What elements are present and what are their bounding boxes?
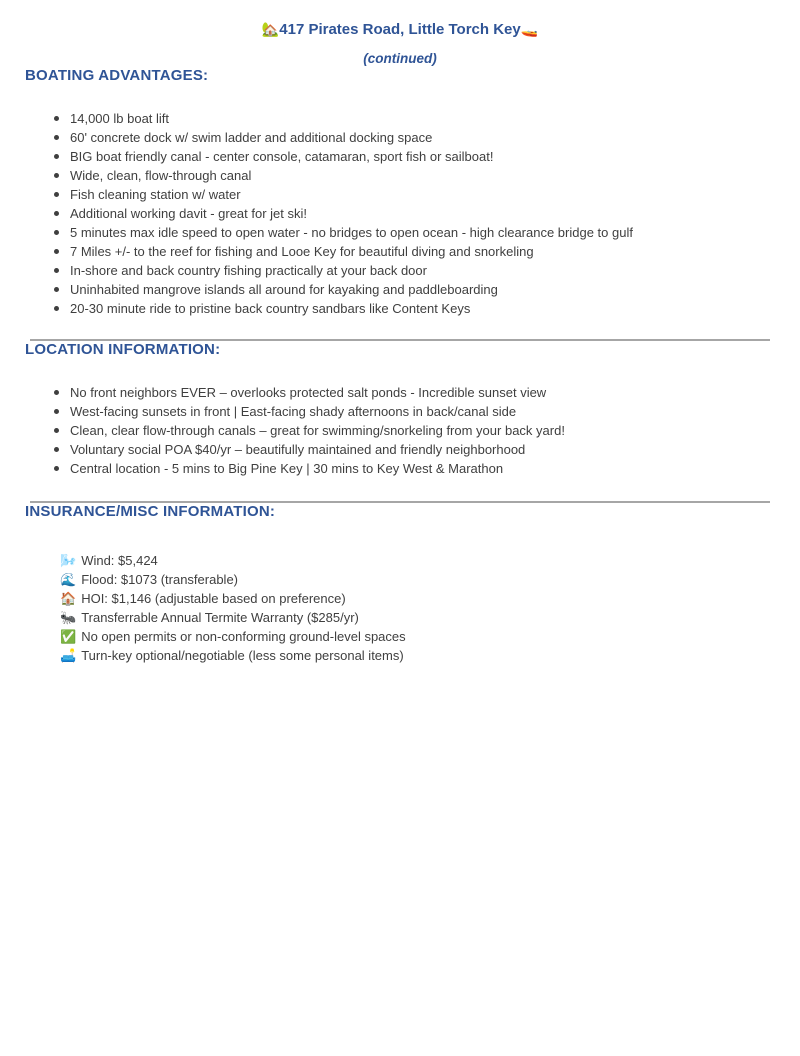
list-item-text: Transferrable Annual Termite Warranty ($285/yr): [81, 610, 359, 625]
list-item: Additional working davit - great for jet ski!: [70, 204, 760, 223]
list-item-text: Wind: $5,424: [81, 553, 158, 568]
list-item: [60, 627, 800, 646]
page-title: [0, 20, 800, 39]
list-item-text: No open permits or non-conforming ground-level spaces: [81, 629, 406, 644]
ant-icon: 🐜: [60, 610, 77, 625]
house-garden-icon: 🏡: [261, 21, 280, 37]
page-subtitle: (continued): [363, 51, 437, 66]
section-heading-boating-advantages: BOATING ADVANTAGES:: [25, 67, 209, 84]
list-item: 5 minutes max idle speed to open water - no bridges to open ocean - high clearance bridge to gulf: [70, 223, 760, 242]
list-item: Clean, clear flow-through canals – great for swimming/snorkeling from your back yard!: [70, 421, 760, 440]
check-mark-icon: ✅: [60, 629, 77, 644]
document-page: [0, 20, 800, 1056]
boating-advantages-list: [0, 109, 800, 318]
list-item-text: HOI: $1,146 (adjustable based on preference): [81, 591, 346, 606]
water-wave-icon: 🌊: [60, 572, 77, 587]
wind-icon: 🌬️: [60, 553, 77, 568]
section-heading-insurance-misc-information: INSURANCE/MISC INFORMATION:: [25, 503, 276, 520]
list-item: Uninhabited mangrove islands all around for kayaking and paddleboarding: [70, 280, 760, 299]
list-item: 20-30 minute ride to pristine back country sandbars like Content Keys: [70, 299, 760, 318]
list-item: [60, 589, 800, 608]
couch-lamp-icon: 🛋️: [60, 648, 77, 663]
list-item: In-shore and back country fishing practically at your back door: [70, 261, 760, 280]
speedboat-icon: 🚤: [520, 21, 539, 37]
list-item: No front neighbors EVER – overlooks protected salt ponds - Incredible sunset view: [70, 383, 760, 402]
location-information-list: [0, 383, 800, 478]
house-icon: 🏠: [60, 591, 77, 606]
list-item: [60, 646, 800, 665]
list-item: West-facing sunsets in front | East-facing shady afternoons in back/canal side: [70, 402, 760, 421]
list-item: Wide, clean, flow-through canal: [70, 166, 760, 185]
insurance-misc-list: [0, 551, 800, 665]
list-item: 60' concrete dock w/ swim ladder and additional docking space: [70, 128, 760, 147]
list-item: Central location - 5 mins to Big Pine Key | 30 mins to Key West & Marathon: [70, 459, 760, 478]
list-item: 7 Miles +/- to the reef for fishing and Looe Key for beautiful diving and snorkeling: [70, 242, 760, 261]
page-title-text: 417 Pirates Road, Little Torch Key: [279, 21, 521, 38]
list-item: [60, 570, 800, 589]
list-item: [60, 551, 800, 570]
list-item: BIG boat friendly canal - center console, catamaran, sport fish or sailboat!: [70, 147, 760, 166]
list-item: [60, 608, 800, 627]
list-item-text: Flood: $1073 (transferable): [81, 572, 238, 587]
section-heading-location-information: LOCATION INFORMATION:: [25, 341, 221, 358]
list-item: Voluntary social POA $40/yr – beautifully maintained and friendly neighborhood: [70, 440, 760, 459]
list-item: Fish cleaning station w/ water: [70, 185, 760, 204]
list-item: 14,000 lb boat lift: [70, 109, 760, 128]
list-item-text: Turn-key optional/negotiable (less some personal items): [81, 648, 404, 663]
